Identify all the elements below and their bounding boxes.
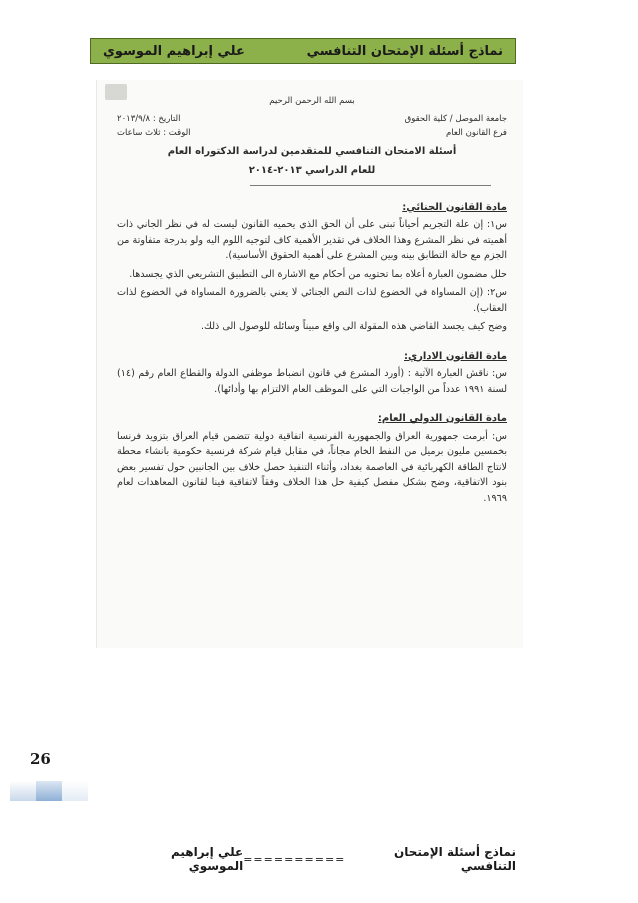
page-number: 26 [30,750,51,768]
university-label: جامعة الموصل / كلية الحقوق [404,113,507,124]
page-header-bar [90,38,516,64]
header-title: نماذج أسئلة الإمتحان التنافسي [306,43,503,59]
meta-row-2 [117,126,507,140]
deco-block [10,781,36,801]
deco-block [62,781,88,801]
time-label: الوقت : ثلاث ساعات [117,127,191,138]
title-divider [250,185,492,186]
header-author: علي إبراهيم الموسوي [103,43,245,59]
subject-international-law: مادة القانون الدولي العام: [377,413,507,424]
exam-title-line-2: للعام الدراسي ٢٠١٣-٢٠١٤ [248,164,376,176]
exam-title-line-1: أسئلة الامتحان التنافسي للمتقدمين لدراسة الدكتوراه العام [167,145,457,157]
question-text: س٢: (إن المساواة في الخضوع لذات النص الجنائي لا يعني بالضرورة المساواة في الخضوع لذات العقاب). [117,287,507,314]
decorative-blocks [10,781,88,801]
scan-text-block [117,94,507,509]
footer-separator: ========== [243,852,346,866]
question-text: س١: إن علة التجريم أحياناً تبنى على أن الحق الذي يحميه القانون ليست له في نظر الجاني ذات أهميته في نظر المشرع وهذا الخلاف في تقدير الأهمية كاف لتوجيه اللوم اليه ولو بدرجة متفاوتة من الجزم مع حالة التطابق بينه وبين المشرع على أهمية الحقوق الأساسية). [117,219,507,261]
question-text: حلل مضمون العبارة أعلاه بما تحتويه من أحكام مع الاشارة الى التطبيق التشريعي الذي يجسدها. [129,268,507,280]
question-text: س: ناقش العبارة الآتية : (أورد المشرع في قانون انضباط موظفي الدولة والقطاع العام رقم (١٤) لسنة ١٩٩١ عدداً من الواجبات التي على الموظف العام الالتزام بها وأدائها). [117,368,507,395]
scanned-exam-page [96,80,523,648]
page-footer [120,845,516,873]
question-text: وضح كيف يجسد القاضي هذه المقولة الى واقع مبيناً وسائله للوصول الى ذلك. [200,321,507,332]
footer-author: علي إبراهيم الموسوي [170,845,244,873]
subject-criminal-law: مادة القانون الجنائي: [402,201,507,213]
date-label: التاريخ : ٢٠١٣/٩/٨ [117,113,181,124]
deco-block [36,781,62,801]
subject-administrative-law: مادة القانون الاداري: [404,350,507,362]
basmala: بسم الله الرحمن الرحيم [269,96,355,106]
meta-row-1 [117,112,507,126]
footer-title: نماذج أسئلة الإمتحان التنافسي [394,845,516,873]
branch-label: فرع القانون العام [446,127,507,138]
question-text: س: أبرمت جمهورية العراق والجمهورية الفرنسية اتفاقية دولية تتضمن قيام العراق بتزويد فرنسا بخمسين مليون برميل من النفط الخام مجاناً، في مقابل قيام شركة فرنسية حكومية بانشاء محطة لانتاج الطاقة الكهربائية في العاصمة بغداد، وأثناء التنفيذ حصل خلاف بين الجانبين حول تفسير بعض بنود الاتفاقية، وضح بشكل مفصل كيفية حل هذا الخلاف وفقاً لاتفاقية فينا لقانون المعاهدات لعام ١٩٦٩. [117,430,507,504]
